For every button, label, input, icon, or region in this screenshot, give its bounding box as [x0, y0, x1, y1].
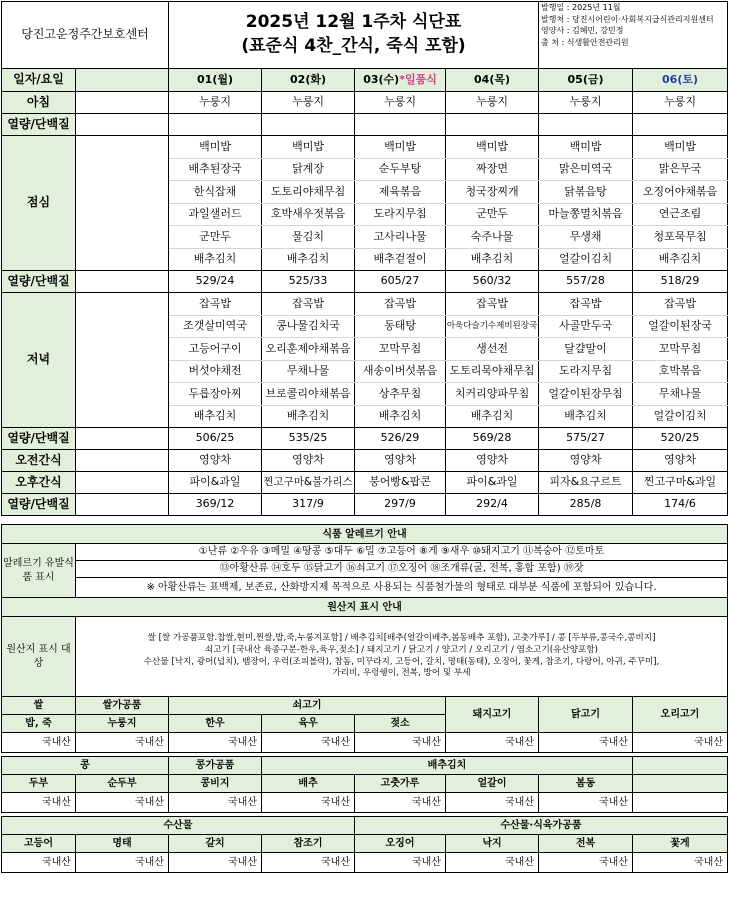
info-tables: [1, 524, 728, 873]
breakfast-item: 누룽지: [446, 92, 539, 114]
pm-snack-item: 붕어빵&팝콘: [355, 472, 446, 494]
lunch-kcal-row: [2, 271, 728, 293]
origin-subheader: 전복: [539, 835, 633, 853]
origin-value: 국내산: [539, 793, 633, 813]
origin-value: 국내산: [539, 853, 633, 873]
lunch-menu-item: 오징어야채볶음: [633, 181, 728, 204]
dinner-menu-item: 치커리양파무침: [446, 383, 539, 406]
origin-value: 국내산: [76, 733, 169, 753]
dinner-menu-item: 오리훈제야채볶음: [262, 338, 355, 361]
origin-line: 쇠고기 [국내산 육종구분-한우,육우,젖소] / 돼지고기 / 닭고기 / 양고기 / 오리고기 / 염소고기(유산양포함): [205, 644, 598, 655]
origin-header: 쇠고기: [169, 697, 446, 715]
dinner-kcal: 506/25: [169, 428, 262, 450]
dinner-menu-item: 잡곡밥: [262, 293, 355, 316]
allergy-label: 알레르기 유발식품 표시: [2, 544, 76, 598]
origin-subheader: 봄동: [539, 775, 633, 793]
origin-value: 국내산: [76, 793, 169, 813]
pm-snack-item: 찐고구마&불가리스: [262, 472, 355, 494]
dinner-kcal: 535/25: [262, 428, 355, 450]
origin-t2-header-row: [2, 757, 728, 775]
allergy-row-2: [2, 561, 728, 578]
origin-header: 쌀: [2, 697, 76, 715]
dinner-menu-item: 생선전: [446, 338, 539, 361]
origin-t2-sub-row: [2, 775, 728, 793]
origin-value: 국내산: [539, 733, 633, 753]
origin-value: 국내산: [169, 853, 262, 873]
origin-value: 국내산: [262, 733, 355, 753]
lunch-menu-item: 백미밥: [633, 136, 728, 159]
breakfast-item: 누룽지: [169, 92, 262, 114]
origin-line: 수산물 [낙지, 광어(넙치), 뱀장어, 우럭(조피볼락), 참돔, 미꾸라지, 고등어, 갈치, 명태(동태), 오징어, 꽃게, 참조기, 다랑어, 아귀, 주꾸미],: [143, 656, 660, 667]
origin-t3-value-row: [2, 853, 728, 873]
origin-t3-sub-row: [2, 835, 728, 853]
origin-value: 국내산: [2, 793, 76, 813]
origin-value: 국내산: [169, 793, 262, 813]
dinner-menu-item: 두릅장아찌: [169, 383, 262, 406]
lunch-menu-item: 배추김치: [262, 248, 355, 271]
origin-line: 쌀 [쌀 가공품포함.찹쌀,현미,찐쌀,밥,죽,누룽지포함] / 배추김치[배추(얼갈이배추,봄동배추 포함), 고춧가루] / 콩 [두부류,콩국수,콩비지]: [147, 633, 656, 644]
origin-subheader: 얼갈이: [446, 775, 539, 793]
dinner-menu-item: 무채나물: [633, 383, 728, 406]
dinner-menu-item: 버섯야채전: [169, 360, 262, 383]
am-snack-item: 영양차: [169, 450, 262, 472]
dinner-menu-item: 배추김치: [539, 405, 633, 428]
dinner-menu-item: 상추무침: [355, 383, 446, 406]
origin-subheader: 명태: [76, 835, 169, 853]
origin-value: 국내산: [446, 853, 539, 873]
dinner-menu-item: 무채나물: [262, 360, 355, 383]
dinner-kcal: 575/27: [539, 428, 633, 450]
origin-value: 국내산: [169, 733, 262, 753]
origin-subheader: 고등어: [2, 835, 76, 853]
day-tue: 02(화): [262, 69, 355, 92]
dinner-kcal: 526/29: [355, 428, 446, 450]
origin-header: 배추김치: [262, 757, 633, 775]
origin-subheader: 누룽지: [76, 715, 169, 733]
dinner-menu-item: 얼갈이된장국: [633, 315, 728, 338]
origin-line: 가리비, 우렁쉥이, 전복, 방어 및 부세: [332, 668, 471, 679]
origin-value: 국내산: [262, 793, 355, 813]
snack-kcal: 369/12: [169, 494, 262, 516]
dinner-menu-item: 잡곡밥: [539, 293, 633, 316]
breakfast-kcal-row: [2, 114, 728, 136]
day-thu: 04(목): [446, 69, 539, 92]
dinner-menu-item: 얼갈이김치: [633, 405, 728, 428]
lunch-menu-item: 군만두: [169, 226, 262, 249]
publish-info: [539, 2, 728, 69]
day-mon: 01(월): [169, 69, 262, 92]
allergy-row-3: [2, 578, 728, 598]
lunch-menu-item: 얼갈이김치: [539, 248, 633, 271]
origin-subheader: 콩비지: [169, 775, 262, 793]
dinner-menu-item: 잡곡밥: [633, 293, 728, 316]
origin-subheader: 육우: [262, 715, 355, 733]
breakfast-item: 누룽지: [262, 92, 355, 114]
lunch-menu-item: 닭계장: [262, 158, 355, 181]
lunch-menu-item: 호박새우젓볶음: [262, 203, 355, 226]
origin-value: 국내산: [446, 793, 539, 813]
am-snack-item: 영양차: [446, 450, 539, 472]
day-label: 일자/요일: [2, 69, 76, 92]
lunch-menu-item: 군만두: [446, 203, 539, 226]
breakfast-item: 누룽지: [633, 92, 728, 114]
lunch-menu-item: 닭볶음탕: [539, 181, 633, 204]
origin-value: 국내산: [446, 733, 539, 753]
dinner-item-row: [2, 293, 728, 316]
origin-t2-value-row: [2, 793, 728, 813]
allergy-note: ※ 아황산류는 표백제, 보존료, 산화방지제 목적으로 사용되는 식품첨가물의 형태로 대부분 식품에 포함되어 있습니다.: [76, 578, 728, 598]
origin-value: 국내산: [355, 733, 446, 753]
lunch-kcal: 525/33: [262, 271, 355, 293]
snack-kcal-row: [2, 494, 728, 516]
snack-kcal: 292/4: [446, 494, 539, 516]
lunch-menu-item: 숙주나물: [446, 226, 539, 249]
dinner-menu-item: 달걀말이: [539, 338, 633, 361]
lunch-menu-item: 백미밥: [169, 136, 262, 159]
origin-header: 수산물·식육가공품: [355, 817, 728, 835]
dinner-menu-item: 배추김치: [262, 405, 355, 428]
lunch-menu-item: 맑은무국: [633, 158, 728, 181]
dinner-label: 저녁: [2, 293, 76, 428]
origin-subheader: 오징어: [355, 835, 446, 853]
dinner-menu-item: 사골만두국: [539, 315, 633, 338]
lunch-menu-item: 마늘쫑멸치볶음: [539, 203, 633, 226]
origin-subheader: 낙지: [446, 835, 539, 853]
origin-description: [76, 617, 728, 697]
dinner-menu-item: 아욱다슬기수제비된장국: [446, 315, 539, 338]
origin-subheader: 갈치: [169, 835, 262, 853]
day-row: [2, 69, 728, 92]
dinner-kcal: 520/25: [633, 428, 728, 450]
allergy-header-row: [2, 525, 728, 544]
lunch-kcal: 518/29: [633, 271, 728, 293]
lunch-menu-item: 연근조림: [633, 203, 728, 226]
title-line2: (표준식 4찬_간식, 죽식 포함): [241, 36, 466, 56]
lunch-item-row: [2, 136, 728, 159]
pm-snack-item: 파이&과일: [446, 472, 539, 494]
kcal-label: 열량/단백질: [2, 494, 76, 516]
lunch-section: [2, 136, 728, 271]
origin-header: 오리고기: [633, 697, 728, 733]
am-snack-row: [2, 450, 728, 472]
lunch-menu-item: 과일샐러드: [169, 203, 262, 226]
dinner-kcal: 569/28: [446, 428, 539, 450]
special-note: *일품식: [399, 72, 437, 86]
pm-snack-item: 피자&요구르트: [539, 472, 633, 494]
lunch-kcal: 560/32: [446, 271, 539, 293]
lunch-menu-item: 도라지무침: [355, 203, 446, 226]
origin-value: 국내산: [76, 853, 169, 873]
origin-subheader: 꽃게: [633, 835, 728, 853]
origin-label: 원산지 표시 대상: [2, 617, 76, 697]
kcal-label: 열량/단백질: [2, 428, 76, 450]
dinner-menu-item: 브로콜리야채볶음: [262, 383, 355, 406]
origin-t1-value-row: [2, 733, 728, 753]
origin-desc-row: [2, 617, 728, 697]
origin-value: 국내산: [633, 733, 728, 753]
lunch-menu-item: 물김치: [262, 226, 355, 249]
dinner-menu-item: 배추김치: [446, 405, 539, 428]
pm-snack-row: [2, 472, 728, 494]
am-snack-item: 영양차: [633, 450, 728, 472]
day-wed: [355, 69, 446, 92]
dinner-menu-item: 배추김치: [355, 405, 446, 428]
origin-section-title: 원산지 표시 안내: [2, 598, 728, 617]
allergy-list-line2: ⑬아황산류 ⑭호두 ⑮닭고기 ⑯쇠고기 ⑰오징어 ⑱조개류(굴, 전복, 홍합 포함) ⑲잣: [76, 561, 728, 578]
lunch-menu-item: 배추김치: [169, 248, 262, 271]
origin-value: 국내산: [2, 733, 76, 753]
lunch-menu-item: 한식잡채: [169, 181, 262, 204]
dinner-menu-item: 얼갈이된장무침: [539, 383, 633, 406]
kcal-label: 열량/단백질: [2, 271, 76, 293]
info-date: 발행일 : 2025년 11월: [541, 3, 621, 12]
day-wed-label: 03(수): [363, 72, 400, 86]
lunch-menu-item: 백미밥: [446, 136, 539, 159]
pm-snack-item: 파이&과일: [169, 472, 262, 494]
origin-subheader: 젖소: [355, 715, 446, 733]
origin-value: 국내산: [2, 853, 76, 873]
dinner-menu-item: 도토리묵야채무침: [446, 360, 539, 383]
origin-header: 닭고기: [539, 697, 633, 733]
breakfast-label: 아침: [2, 92, 76, 114]
header-row: [2, 2, 728, 69]
lunch-menu-item: 배추겉절이: [355, 248, 446, 271]
origin-header: 수산물: [2, 817, 355, 835]
dinner-menu-item: 고등어구이: [169, 338, 262, 361]
am-snack-item: 영양차: [539, 450, 633, 472]
snack-kcal: 317/9: [262, 494, 355, 516]
origin-subheader: 한우: [169, 715, 262, 733]
day-fri: 05(금): [539, 69, 633, 92]
lunch-menu-item: 청국장찌개: [446, 181, 539, 204]
origin-value: 국내산: [633, 853, 728, 873]
info-dietitian: 영양사 : 김혜민, 강민정: [541, 26, 624, 36]
lunch-kcal: 529/24: [169, 271, 262, 293]
dinner-menu-item: 배추김치: [169, 405, 262, 428]
lunch-menu-item: 짜장면: [446, 158, 539, 181]
origin-value: 국내산: [262, 853, 355, 873]
dinner-menu-item: 꼬막무침: [355, 338, 446, 361]
lunch-menu-item: 맑은미역국: [539, 158, 633, 181]
info-publisher: 발행처 : 당진시어린이·사회복지급식관리지원센터: [541, 14, 714, 24]
lunch-menu-item: 백미밥: [355, 136, 446, 159]
pm-snack-label: 오후간식: [2, 472, 76, 494]
dinner-menu-item: 꼬막무침: [633, 338, 728, 361]
snack-kcal: 174/6: [633, 494, 728, 516]
allergy-section-title: 식품 알레르기 안내: [2, 525, 728, 544]
lunch-kcal: 557/28: [539, 271, 633, 293]
lunch-kcal: 605/27: [355, 271, 446, 293]
allergy-list-line1: ①난류 ②우유 ③메밀 ④땅콩 ⑤대두 ⑥밀 ⑦고등어 ⑧게 ⑨새우 ⑩돼지고기 ⑪복숭아 ⑫토마토: [76, 544, 728, 561]
lunch-menu-item: 청포묵무침: [633, 226, 728, 249]
lunch-menu-item: 배추김치: [633, 248, 728, 271]
lunch-menu-item: 배추된장국: [169, 158, 262, 181]
am-snack-item: 영양차: [262, 450, 355, 472]
lunch-label: 점심: [2, 136, 76, 271]
title-line1: 2025년 12월 1주차 식단표: [245, 12, 462, 33]
origin-header: 콩: [2, 757, 169, 775]
dinner-menu-item: 잡곡밥: [169, 293, 262, 316]
snack-kcal: 285/8: [539, 494, 633, 516]
lunch-menu-item: 제육볶음: [355, 181, 446, 204]
dinner-menu-item: 잡곡밥: [355, 293, 446, 316]
pm-snack-item: 찐고구마&과일: [633, 472, 728, 494]
breakfast-item: 누룽지: [539, 92, 633, 114]
breakfast-row: [2, 92, 728, 114]
dinner-menu-item: 조갯살미역국: [169, 315, 262, 338]
origin-value: 국내산: [355, 793, 446, 813]
lunch-menu-item: 순두부탕: [355, 158, 446, 181]
menu-title: [169, 2, 539, 69]
dinner-menu-item: 도라지무침: [539, 360, 633, 383]
dinner-menu-item: 새송이버섯볶음: [355, 360, 446, 383]
am-snack-label: 오전간식: [2, 450, 76, 472]
lunch-menu-item: 고사리나물: [355, 226, 446, 249]
origin-subheader: 참조기: [262, 835, 355, 853]
day-sat: 06(토): [633, 69, 728, 92]
allergy-row-1: [2, 544, 728, 561]
origin-t3-header-row: [2, 817, 728, 835]
breakfast-item: 누룽지: [355, 92, 446, 114]
lunch-menu-item: 백미밥: [262, 136, 355, 159]
weekly-menu-table: [1, 1, 728, 516]
center-name: 당진고운정주간보호센터: [2, 2, 169, 69]
origin-header-row: [2, 598, 728, 617]
origin-subheader: 배추: [262, 775, 355, 793]
dinner-section: [2, 293, 728, 428]
am-snack-item: 영양차: [355, 450, 446, 472]
lunch-menu-item: 도토리야채무침: [262, 181, 355, 204]
origin-header: 쌀가공품: [76, 697, 169, 715]
lunch-menu-item: 백미밥: [539, 136, 633, 159]
dinner-menu-item: 콩나물김치국: [262, 315, 355, 338]
origin-value: 국내산: [355, 853, 446, 873]
origin-subheader: 두부: [2, 775, 76, 793]
kcal-label: 열량/단백질: [2, 114, 76, 136]
origin-subheader: 순두부: [76, 775, 169, 793]
origin-header: 콩가공품: [169, 757, 262, 775]
dinner-menu-item: 호박볶음: [633, 360, 728, 383]
origin-subheader: 밥, 죽: [2, 715, 76, 733]
origin-t1-header-row: [2, 697, 728, 715]
dinner-menu-item: 잡곡밥: [446, 293, 539, 316]
snack-kcal: 297/9: [355, 494, 446, 516]
dinner-menu-item: 동태탕: [355, 315, 446, 338]
info-source: 출 처 : 식생활안전관리원: [541, 37, 629, 47]
lunch-menu-item: 무생채: [539, 226, 633, 249]
origin-subheader: 고춧가루: [355, 775, 446, 793]
lunch-menu-item: 배추김치: [446, 248, 539, 271]
dinner-kcal-row: [2, 428, 728, 450]
origin-header: 돼지고기: [446, 697, 539, 733]
